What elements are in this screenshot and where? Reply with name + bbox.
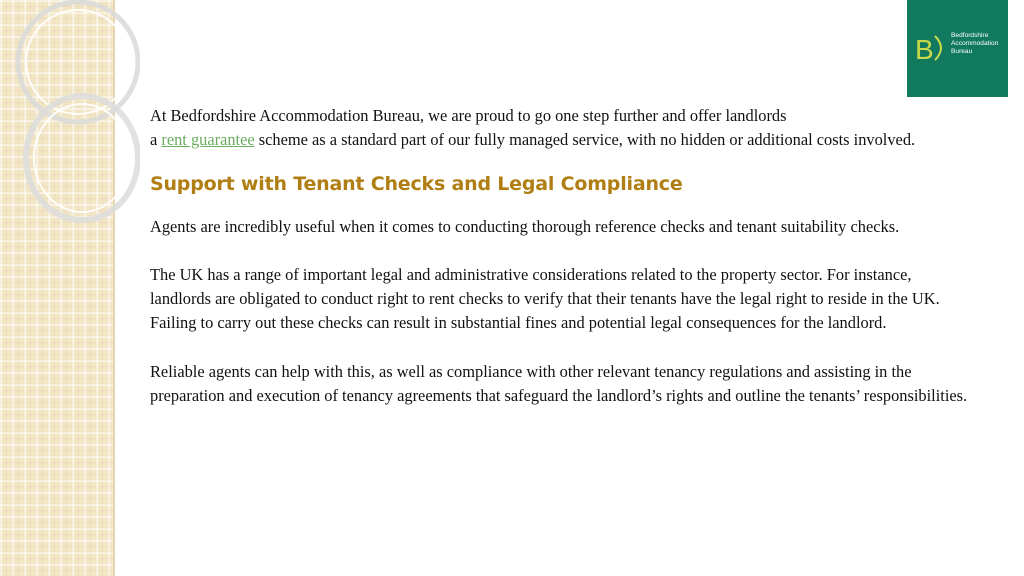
- paragraph-spacer: [150, 336, 970, 360]
- decorative-rings-icon: [0, 0, 140, 260]
- logo-line-1: Bedfordshire: [951, 32, 989, 39]
- main-content: [150, 104, 970, 408]
- logo-line-2: Accommodation: [951, 40, 999, 47]
- intro-paragraph: [150, 104, 970, 153]
- section-heading: Support with Tenant Checks and Legal Compliance: [150, 172, 683, 195]
- paragraph-spacer: [150, 239, 970, 263]
- logo-letter: B: [915, 34, 934, 65]
- rent-guarantee-link[interactable]: rent guarantee: [161, 130, 255, 150]
- logo-line-3: Bureau: [951, 48, 973, 55]
- intro-prefix: a: [150, 130, 162, 150]
- intro-suffix: scheme as a standard part of our fully managed service, with no hidden or additional costs involved.: [254, 130, 916, 150]
- paragraph-reliable-agents: Reliable agents can help with this, as well as compliance with other relevant tenancy regulations and assisting in the preparation and execution of tenancy agreements that safeguard the landlord’s rights and outline the tenants’ responsibilities.: [150, 361, 968, 406]
- logo-b-mark-icon: [913, 28, 947, 68]
- paragraph-legal-considerations: The UK has a range of important legal and administrative considerations related to the property sector. For instance, landlords are obligated to conduct right to rent checks to verify that their tenants have the legal right to reside in the UK. Failing to carry out these checks can result in substantial fines and potential legal consequences for the landlord.: [150, 264, 940, 333]
- company-logo: [907, 0, 1008, 97]
- intro-line-1: At Bedfordshire Accommodation Bureau, we are proud to go one step further and offer landlords: [150, 106, 787, 125]
- logo-text: [951, 32, 1007, 56]
- paragraph-tenant-checks: Agents are incredibly useful when it comes to conducting thorough reference checks and tenant suitability checks.: [150, 216, 900, 236]
